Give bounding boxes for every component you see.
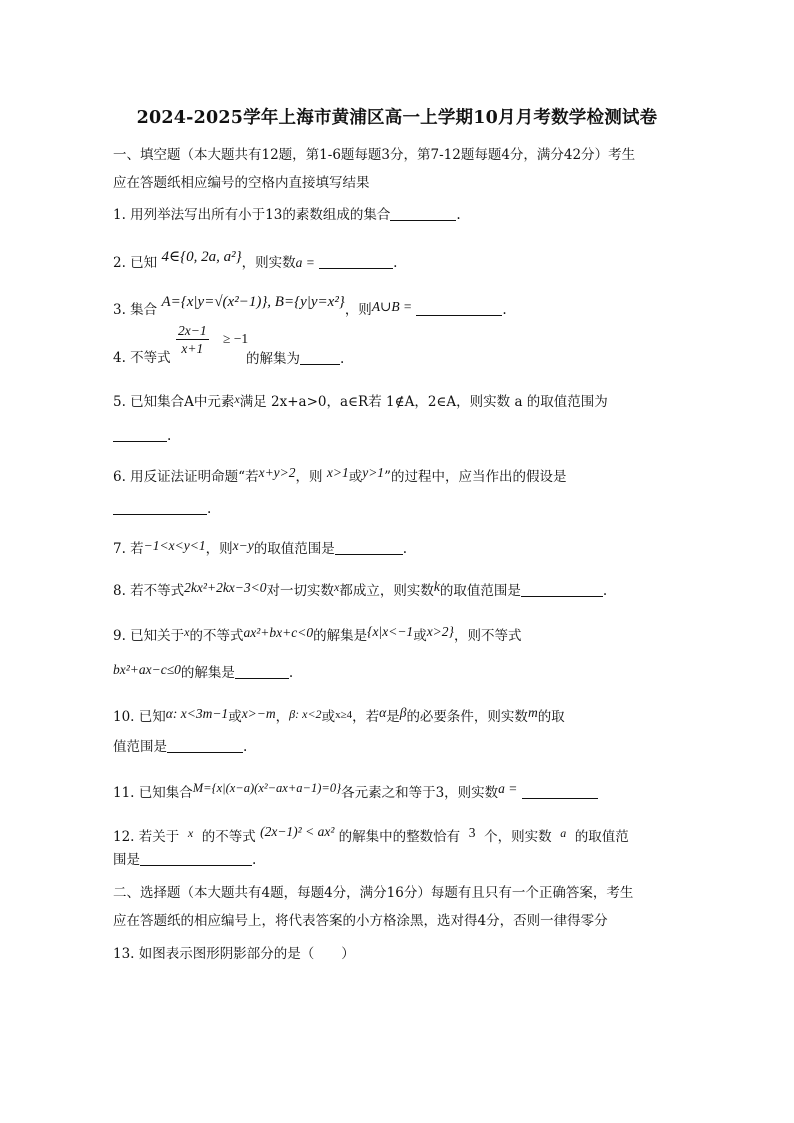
q12-mid3: 个，则实数 [484, 829, 552, 845]
q6-math2: x>1 [326, 465, 349, 480]
section1-line1: 一、填空题（本大题共有12题，第1-6题每题3分，第7-12题每题4分，满分42分）考生 [113, 147, 636, 163]
question-12-line2 [113, 850, 256, 870]
q9-math3: {x|x<−1 [367, 624, 414, 639]
q6-mid1: ，则 [295, 469, 323, 485]
q10-end: . [243, 739, 248, 755]
q12-line2: 围是 [113, 852, 140, 868]
q6-math3: y>1 [362, 465, 385, 480]
q8-mid: 对一切实数 [266, 583, 335, 599]
q8-post: 的取值范围是 [439, 583, 521, 599]
q8-math1: 2kx²+2kx−3<0 [184, 580, 267, 595]
q7-mid: ，则 [205, 541, 233, 557]
q8-math3: k [433, 579, 440, 594]
q10-mid: 或 [228, 709, 242, 725]
q3-end: . [502, 302, 507, 318]
question-3 [113, 292, 507, 320]
q9-math1: x [184, 625, 190, 639]
q4-denominator: x+1 [181, 341, 204, 356]
q10-mid3: 或 [321, 709, 336, 725]
q5-text: 满足 2x+a>0，a∈R若 1∉A，2∈A，则实数 a 的取值范围为 [239, 394, 608, 410]
q4-fraction [176, 322, 209, 357]
question-9 [113, 622, 521, 646]
q7-pre: 7. 若 [113, 541, 144, 557]
q11-answer-blank[interactable] [522, 784, 598, 799]
q6-pre: 6. 用反证法证明命题“若 [113, 469, 259, 485]
q3-pre: 3. 集合 [113, 302, 158, 318]
q12-math2: (2x−1)² < ax² [260, 824, 335, 839]
q12-mid: 的不等式 [201, 829, 256, 845]
q12-pre: 12. 若关于 [113, 829, 180, 845]
q9-mid: 的不等式 [189, 628, 244, 644]
q7-answer-blank[interactable] [335, 540, 403, 555]
q8-mid2: 都成立，则实数 [339, 583, 434, 599]
q11-math1: M={x|(x−a)(x²−ax+a−1)=0} [192, 781, 342, 795]
q10-math6: β [399, 705, 407, 720]
q11-math2: a = [498, 781, 518, 796]
q5-pre: 5. 已知集合A中元素 [113, 394, 235, 410]
q10-math2: x>−m [241, 706, 276, 721]
q9-math5: bx²+ax−c≤0 [113, 662, 181, 677]
q4-post: 的解集为 [246, 351, 300, 367]
q12-math4: a [560, 826, 567, 840]
q4-pre: 4. 不等式 [113, 350, 171, 366]
q3-math2: A∪B = [371, 299, 413, 314]
q8-end: . [602, 583, 608, 599]
question-13: 13. 如图表示图形阴影部分的是（ ） [113, 946, 355, 962]
question-5-line2 [113, 426, 171, 446]
q9-mid2: 的解集是 [313, 628, 368, 644]
question-5 [113, 389, 608, 412]
q2-answer-blank[interactable] [319, 254, 393, 269]
q2-var: a = [295, 255, 315, 270]
q9-pre: 9. 已知关于 [113, 628, 185, 644]
q9-math2: ax²+bx+c<0 [243, 625, 314, 640]
section2-line1: 二、选择题（本大题共有4题，每题4分，满分16分）每题有且只有一个正确答案，考生 [113, 885, 634, 901]
q12-mid2: 的解集中的整数恰有 [338, 829, 461, 845]
q2-end: . [393, 255, 398, 271]
page-title: 2024-2025学年上海市黄浦区高一上学期10月月考数学检测试卷 [136, 108, 658, 128]
question-8 [113, 577, 607, 601]
q10-post: 的取 [537, 709, 565, 725]
q10-math7: m [527, 705, 538, 720]
question-10-line2 [113, 737, 247, 757]
q12-math1: x [187, 826, 194, 840]
q2-mid: ，则实数 [241, 255, 296, 271]
q7-post: 的取值范围是 [253, 541, 335, 557]
q9-math4: x>2} [426, 624, 454, 639]
question-7 [113, 536, 407, 559]
q1-end: . [456, 207, 461, 223]
q12-post: 的取值范 [574, 829, 629, 845]
q5-answer-blank[interactable] [113, 427, 167, 442]
question-6-line2 [113, 499, 211, 519]
q12-end: . [252, 852, 257, 868]
q6-post: ”的过程中，应当作出的假设是 [384, 469, 567, 485]
q4-numerator: 2x−1 [178, 323, 207, 338]
q8-answer-blank[interactable] [521, 582, 603, 597]
q6-math1: x+y>2 [258, 465, 296, 480]
q9-answer-blank[interactable] [235, 664, 289, 679]
q2-math: 4∈{0, 2a, a²} [161, 249, 242, 265]
q11-mid: 各元素之和等于3，则实数 [341, 785, 499, 801]
q10-math5: α [379, 705, 387, 720]
q10-math3: β: x<2 [289, 707, 322, 721]
question-12 [113, 822, 629, 847]
question-10 [113, 703, 565, 727]
q12-answer-blank[interactable] [140, 851, 252, 866]
q1-answer-blank[interactable] [390, 206, 456, 221]
q11-pre: 11. 已知集合 [113, 785, 193, 801]
q3-math: A={x|y=√(x²−1)}, B={y|y=x²} [161, 294, 345, 310]
q8-math2: x [334, 580, 340, 594]
q2-pre: 2. 已知 [113, 255, 158, 271]
q10-mid6: 的必要条件，则实数 [406, 709, 528, 725]
question-1 [113, 205, 461, 225]
q10-line2: 值范围是 [113, 739, 167, 755]
q8-pre: 8. 若不等式 [113, 583, 185, 599]
question-6 [113, 463, 566, 487]
q4-end: . [340, 351, 345, 367]
q10-mid4: ，若 [352, 709, 380, 725]
q7-math1: −1<x<y<1 [143, 538, 206, 553]
q9-end: . [288, 665, 294, 681]
q6-mid2: 或 [348, 469, 363, 485]
section1-line2: 应在答题纸相应编号的空格内直接填写结果 [113, 175, 370, 191]
q10-mid2: ， [275, 709, 290, 725]
q3-answer-blank[interactable] [416, 301, 502, 316]
q1-text: 1. 用列举法写出所有小于13的素数组成的集合 [113, 207, 391, 223]
question-2 [113, 247, 397, 273]
q5-var: x [234, 392, 240, 406]
question-11 [113, 778, 598, 803]
q9-post2: 的解集是 [180, 665, 235, 681]
q4-tail [246, 350, 344, 368]
q10-math1: α: x<3m−1 [165, 706, 229, 721]
q9-post: ，则不等式 [453, 628, 522, 644]
q6-end: . [207, 501, 212, 517]
question-9-line2 [113, 660, 293, 683]
q10-pre: 10. 已知 [113, 709, 166, 725]
q10-answer-blank[interactable] [167, 738, 243, 753]
q10-math4: x≥4 [335, 709, 353, 721]
q6-answer-blank[interactable] [113, 500, 207, 515]
q4-answer-blank[interactable] [300, 350, 340, 365]
q9-mid3: 或 [413, 628, 427, 644]
q7-math2: x−y [232, 538, 254, 553]
section2-line2: 应在答题纸的相应编号上，将代表答案的小方格涂黑，选对得4分，否则一律得零分 [113, 913, 608, 929]
q4-relation: ≥ −1 [223, 331, 249, 346]
q5-end: . [167, 428, 172, 444]
q3-mid: ，则 [344, 302, 372, 318]
q12-math3: 3 [468, 825, 476, 840]
q10-mid5: 是 [386, 709, 400, 725]
q7-end: . [402, 541, 407, 557]
